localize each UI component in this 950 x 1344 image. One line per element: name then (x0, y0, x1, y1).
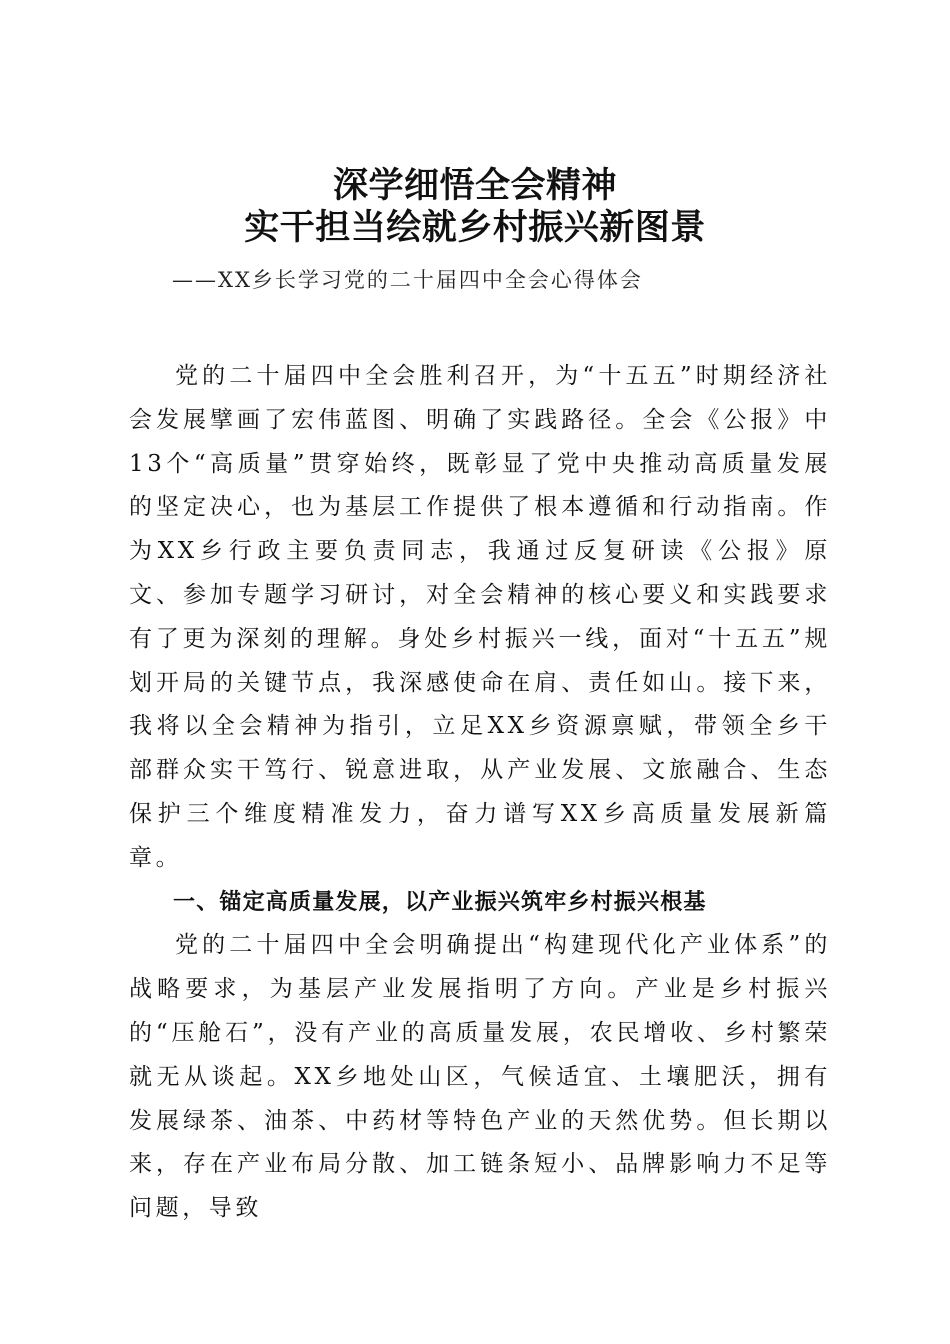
document-subtitle: ——XX乡长学习党的二十届四中全会心得体会 (172, 268, 643, 292)
title-line-1: 深学细悟全会精神 (332, 165, 617, 206)
section-heading-1: 一、锚定高质量发展，以产业振兴筑牢乡村振兴根基 (173, 889, 707, 915)
section-1-paragraph: 党的二十届四中全会明确提出“构建现代化产业体系”的战略要求，为基层产业发展指明了方向。产业是乡村振兴的“压舱石”，没有产业的高质量发展，农民增收、乡村繁荣就无从谈起。XX乡地处山区，气候适宜、土壤肥沃，拥有发展绿茶、油茶、中药材等特色产业的天然优势。但长期以来，存在产业布局分散、加工链条短小、品牌影响力不足等问题，导致 (129, 932, 831, 1222)
intro-paragraph: 党的二十届四中全会胜利召开，为“十五五”时期经济社会发展擘画了宏伟蓝图、明确了实践路径。全会《公报》中13个“高质量”贯穿始终，既彰显了党中央推动高质量发展的坚定决心，也为基层工作提供了根本遵循和行动指南。作为XX乡行政主要负责同志，我通过反复研读《公报》原文、参加专题学习研讨，对全会精神的核心要义和实践要求有了更为深刻的理解。身处乡村振兴一线，面对“十五五”规划开局的关键节点，我深感使命在肩、责任如山。接下来，我将以全会精神为指引，立足XX乡资源禀赋，带领全乡干部群众实干笃行、锐意进取，从产业发展、文旅融合、生态保护三个维度精准发力，奋力谱写XX乡高质量发展新篇章。 (129, 363, 831, 871)
document-title (0, 165, 950, 249)
document-body (129, 355, 831, 1231)
title-line-2: 实干担当绘就乡村振兴新图景 (244, 207, 706, 248)
